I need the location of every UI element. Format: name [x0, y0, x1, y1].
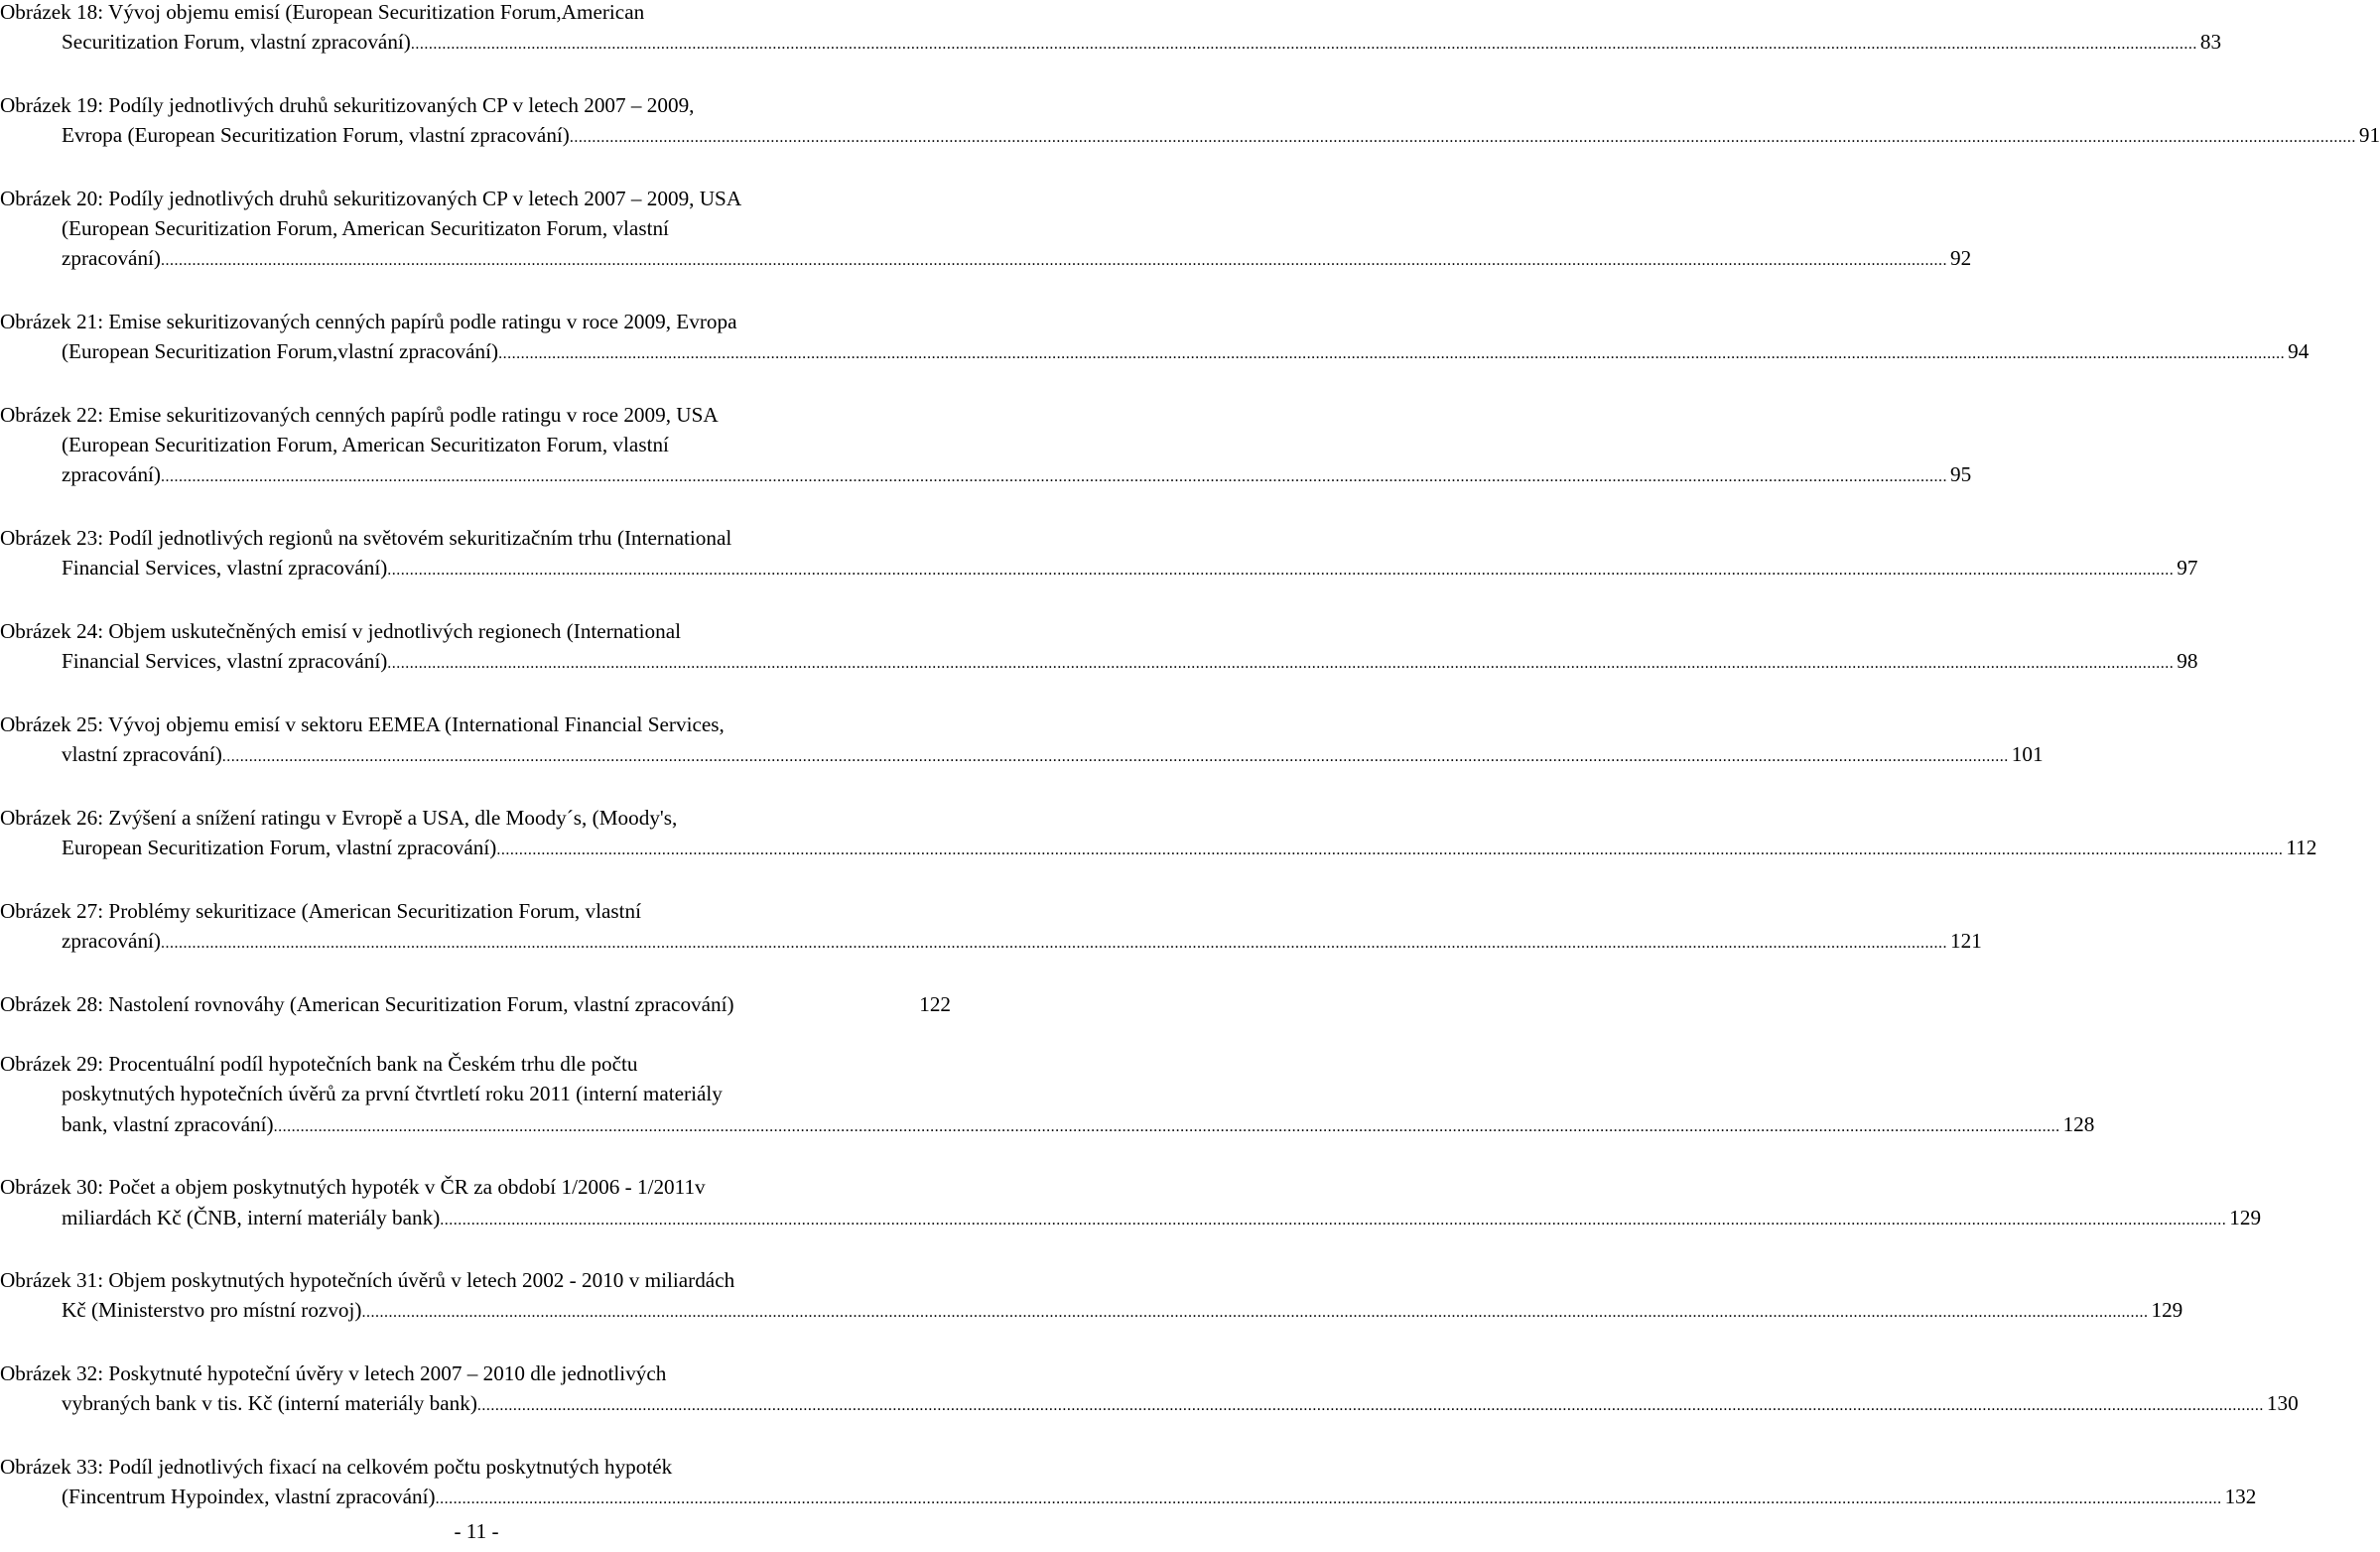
dot-leader: ................................................................................................................................................................................................................................................................................................................................................................................................................ — [440, 1211, 2227, 1229]
toc-entry-title: European Securitization Forum, vlastní zpracování) — [62, 836, 497, 860]
dot-leader: ................................................................................................................................................................................................................................................................................................................................................................................................................ — [569, 129, 2356, 147]
dot-leader: ................................................................................................................................................................................................................................................................................................................................................................................................................ — [387, 655, 2175, 673]
entry-spacer — [0, 959, 953, 988]
dot-leader: ................................................................................................................................................................................................................................................................................................................................................................................................................ — [435, 1490, 2222, 1508]
entry-spacer — [0, 277, 953, 307]
entry-spacer — [0, 772, 953, 802]
dot-leader: ................................................................................................................................................................................................................................................................................................................................................................................................................ — [387, 562, 2175, 580]
toc-entry-page-number: 128 — [2062, 1111, 2095, 1136]
toc-entry-page-number: 94 — [2288, 339, 2310, 364]
dot-leader: ................................................................................................................................................................................................................................................................................................................................................................................................................ — [221, 748, 2009, 766]
toc-entry[interactable] — [0, 1049, 2095, 1142]
toc-entry-line: (European Securitization Forum, American Securitizaton Forum, vlastní — [62, 433, 669, 457]
dot-leader: ................................................................................................................................................................................................................................................................................................................................................................................................................ — [161, 468, 1947, 486]
dot-leader: ................................................................................................................................................................................................................................................................................................................................................................................................................ — [161, 934, 1947, 952]
toc-entry[interactable] — [0, 523, 2198, 586]
toc-entry[interactable] — [0, 1172, 2262, 1235]
toc-entry-line: Obrázek 29: Procentuální podíl hypotečních bank na Českém trhu dle počtu — [0, 1052, 638, 1077]
toc-entry-title: miliardách Kč (ČNB, interní materiály bank) — [62, 1205, 441, 1229]
entry-spacer — [0, 493, 953, 523]
toc-entry-page-number: 91 — [2358, 123, 2380, 148]
toc-entry[interactable] — [0, 90, 2380, 154]
toc-entry-page-number: 132 — [2224, 1485, 2257, 1509]
entry-spacer — [0, 1235, 953, 1265]
toc-entry-line: (European Securitization Forum, American Securitizaton Forum, vlastní — [62, 216, 669, 241]
dot-leader: ................................................................................................................................................................................................................................................................................................................................................................................................................ — [476, 1397, 2264, 1415]
dot-leader: ................................................................................................................................................................................................................................................................................................................................................................................................................ — [496, 841, 2284, 859]
toc-entry[interactable] — [0, 400, 1972, 493]
toc-entry-line: Obrázek 30: Počet a objem poskytnutých hypoték v ČR za období 1/2006 - 1/2011v — [0, 1175, 706, 1200]
toc-entry-page-number: 98 — [2177, 649, 2198, 674]
entry-spacer — [0, 61, 953, 90]
toc-entry-title: Obrázek 28: Nastolení rovnováhy (American Securitization Forum, vlastní zpracování) — [0, 991, 734, 1016]
toc-entry-page-number: 101 — [2011, 742, 2044, 767]
toc-entry[interactable] — [0, 803, 2317, 866]
toc-entry-line: Obrázek 22: Emise sekuritizovaných cenných papírů podle ratingu v roce 2009, USA — [0, 402, 719, 427]
toc-entry-line: Obrázek 19: Podíly jednotlivých druhů sekuritizovaných CP v letech 2007 – 2009, — [0, 92, 695, 117]
toc-entry-line: Obrázek 23: Podíl jednotlivých regionů na světovém sekuritizačním trhu (International — [0, 526, 732, 551]
toc-entry-page-number: 121 — [1950, 928, 1982, 953]
toc-entry[interactable] — [0, 989, 953, 1019]
entry-spacer — [0, 1019, 953, 1049]
toc-entry-page-number: 129 — [2151, 1298, 2183, 1323]
dot-leader: ................................................................................................................................................................................................................................................................................................................................................................................................................ — [410, 36, 2197, 54]
toc-entry-page-number: 83 — [2199, 30, 2222, 55]
dot-leader: ................................................................................................................................................................................................................................................................................................................................................................................................................ — [498, 345, 2286, 363]
toc-entry-page-number: 97 — [2177, 556, 2198, 581]
toc-entry-title: zpracování) — [62, 246, 161, 271]
toc-entry-page-number: 129 — [2229, 1205, 2262, 1229]
toc-entry[interactable] — [0, 1452, 2257, 1515]
toc-entry-title: zpracování) — [62, 462, 161, 487]
dot-leader: ................................................................................................................................................................................................................................................................................................................................................................................................................ — [361, 1304, 2149, 1322]
toc-entry-page-number: 130 — [2266, 1391, 2299, 1416]
toc-entry-title: vybraných bank v tis. Kč (interní materiály bank) — [62, 1391, 477, 1416]
toc-entry-line: Obrázek 33: Podíl jednotlivých fixací na celkovém počtu poskytnutých hypoték — [0, 1454, 673, 1479]
entry-spacer — [0, 370, 953, 400]
toc-entry-title: (European Securitization Forum,vlastní zpracování) — [62, 339, 499, 364]
toc-entry-page-number: 112 — [2286, 836, 2317, 860]
entry-spacer — [0, 153, 953, 183]
toc-entry-line: Obrázek 27: Problémy sekuritizace (American Securitization Forum, vlastní — [0, 898, 642, 923]
toc-entry[interactable] — [0, 1358, 2299, 1422]
entry-spacer — [0, 1422, 953, 1452]
toc-entry[interactable] — [0, 1265, 2183, 1329]
entry-spacer — [0, 1142, 953, 1172]
toc-entry-line: Obrázek 26: Zvýšení a snížení ratingu v Evropě a USA, dle Moody´s, (Moody's, — [0, 805, 678, 830]
toc-entry[interactable] — [0, 616, 2198, 680]
toc-entry-title: bank, vlastní zpracování) — [62, 1111, 274, 1136]
toc-entry[interactable] — [0, 307, 2310, 370]
toc-entry-title: Evropa (European Securitization Forum, vlastní zpracování) — [62, 123, 570, 148]
entry-spacer — [0, 865, 953, 895]
toc-entry-title: Kč (Ministerstvo pro místní rozvoj) — [62, 1298, 362, 1323]
toc-entry-line: Obrázek 21: Emise sekuritizovaných cenných papírů podle ratingu v roce 2009, Evropa — [0, 309, 737, 333]
dot-leader: ................................................................................................................................................................................................................................................................................................................................................................................................................ — [273, 1117, 2060, 1135]
toc-entry-page-number: 95 — [1950, 462, 1972, 487]
toc-entry-title: zpracování) — [62, 928, 161, 953]
dot-leader: ................................................................................................................................................................................................................................................................................................................................................................................................................ — [161, 252, 1947, 270]
toc-entry-title: vlastní zpracování) — [62, 742, 222, 767]
toc-entry-title: Financial Services, vlastní zpracování) — [62, 649, 388, 674]
toc-entry-title: Securitization Forum, vlastní zpracování) — [62, 30, 411, 55]
toc-entry-line: Obrázek 25: Vývoj objemu emisí v sektoru EEMEA (International Financial Services, — [0, 711, 725, 736]
toc-entry[interactable] — [0, 0, 2222, 61]
toc-entry-line: Obrázek 32: Poskytnuté hypoteční úvěry v letech 2007 – 2010 dle jednotlivých — [0, 1361, 667, 1386]
toc-entry-line: Obrázek 18: Vývoj objemu emisí (European Securitization Forum,American — [0, 0, 645, 24]
toc-entry[interactable] — [0, 896, 1982, 960]
toc-entry-title: (Fincentrum Hypoindex, vlastní zpracování) — [62, 1485, 436, 1509]
toc-entry-line: Obrázek 24: Objem uskutečněných emisí v jednotlivých regionech (International — [0, 618, 682, 643]
page-number-footer: - 11 - — [454, 1519, 499, 1543]
toc-entry-page-number: 122 — [919, 991, 951, 1016]
toc-entry-line: Obrázek 31: Objem poskytnutých hypotečních úvěrů v letech 2002 - 2010 v miliardách — [0, 1268, 735, 1293]
toc-entry-title: Financial Services, vlastní zpracování) — [62, 556, 388, 581]
toc-entry-line: Obrázek 20: Podíly jednotlivých druhů sekuritizovaných CP v letech 2007 – 2009, USA — [0, 186, 742, 210]
toc-entry-line: poskytnutých hypotečních úvěrů za první čtvrtletí roku 2011 (interní materiály — [62, 1082, 723, 1106]
entry-spacer — [0, 586, 953, 616]
entry-spacer — [0, 680, 953, 710]
entry-spacer — [0, 1329, 953, 1358]
toc-entry-page-number: 92 — [1950, 246, 1972, 271]
toc-entry[interactable] — [0, 184, 1972, 277]
toc-entry[interactable] — [0, 710, 2044, 773]
